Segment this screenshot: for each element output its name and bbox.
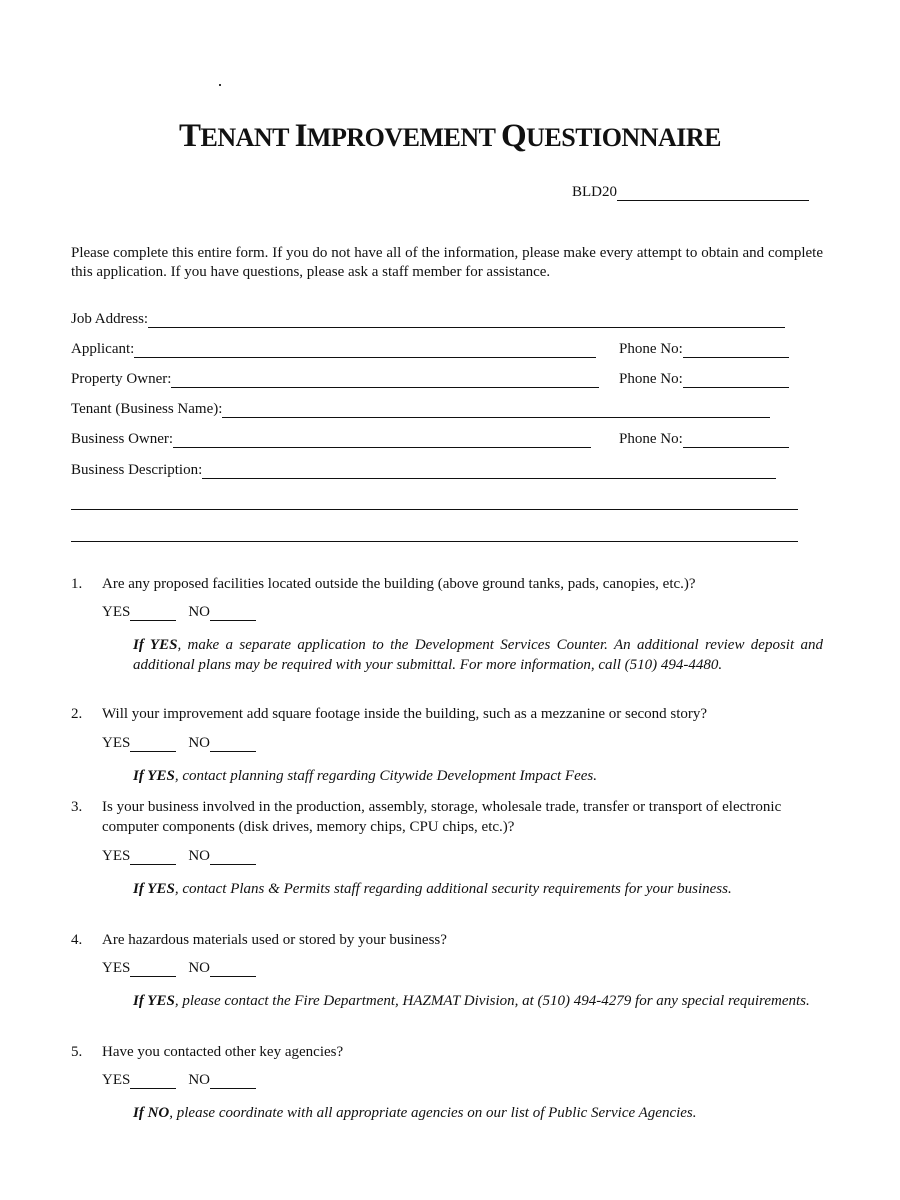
job-address-field[interactable]: Job Address: (71, 311, 785, 328)
q4-no-blank[interactable] (210, 961, 256, 977)
q1-note: If YES, make a separate application to the Development Services Counter. An additional review deposit and additional plans may be required with your submittal. For more information, call (510) 494-4480. (133, 637, 823, 673)
q4-note: If YES, please contact the Fire Department, HAZMAT Division, at (510) 494-4279 for any special requirements. (133, 993, 810, 1009)
q2-answer[interactable]: YES NO (102, 735, 268, 752)
q3-note: If YES, contact Plans & Permits staff regarding additional security requirements for your business. (133, 881, 732, 897)
q1-yes-blank[interactable] (130, 605, 176, 621)
applicant-phone-blank[interactable] (683, 342, 789, 358)
business-description-blank[interactable] (202, 463, 776, 479)
q1-answer[interactable]: YES NO (102, 604, 268, 621)
business-owner-field[interactable]: Business Owner: (71, 431, 591, 448)
q5-no-blank[interactable] (210, 1073, 256, 1089)
business-description-line-2[interactable] (71, 494, 798, 510)
applicant-phone-field[interactable]: Phone No: (619, 341, 789, 358)
applicant-field[interactable]: Applicant: (71, 341, 596, 358)
q2-yes-blank[interactable] (130, 736, 176, 752)
q2-note: If YES, contact planning staff regarding Citywide Development Impact Fees. (133, 768, 597, 784)
property-owner-blank[interactable] (171, 372, 599, 388)
q3-answer[interactable]: YES NO (102, 848, 268, 865)
property-owner-field[interactable]: Property Owner: (71, 371, 599, 388)
question-4: 4. Are hazardous materials used or stored by your business? (71, 932, 447, 948)
q1-no-blank[interactable] (210, 605, 256, 621)
q3-yes-blank[interactable] (130, 849, 176, 865)
business-owner-blank[interactable] (173, 432, 591, 448)
stray-mark (219, 84, 221, 86)
q4-answer[interactable]: YES NO (102, 960, 268, 977)
q2-no-blank[interactable] (210, 736, 256, 752)
bld-number-field[interactable] (572, 184, 809, 201)
applicant-blank[interactable] (134, 342, 596, 358)
q5-yes-blank[interactable] (130, 1073, 176, 1089)
bld-label: BLD20 (572, 184, 617, 200)
q3-no-blank[interactable] (210, 849, 256, 865)
business-description-line-3[interactable] (71, 526, 798, 542)
question-1: 1. Are any proposed facilities located outside the building (above ground tanks, pads, canopies, etc.)? (71, 576, 696, 592)
question-5: 5. Have you contacted other key agencies? (71, 1044, 344, 1060)
owner-phone-field[interactable]: Phone No: (619, 371, 789, 388)
question-2: 2. Will your improvement add square footage inside the building, such as a mezzanine or second story? (71, 706, 708, 722)
q4-yes-blank[interactable] (130, 961, 176, 977)
tenant-blank[interactable] (222, 402, 770, 418)
question-3: 3. Is your business involved in the production, assembly, storage, wholesale trade, transfer or transport of electronic computer components (disk drives, memory chips, CPU chips, etc.)? (71, 799, 782, 835)
page-title: TENANT IMPROVEMENT QUESTIONNAIRE (179, 118, 721, 154)
tenant-field[interactable]: Tenant (Business Name): (71, 401, 770, 418)
owner-phone-blank[interactable] (683, 372, 789, 388)
intro-text: Please complete this entire form. If you do not have all of the information, please make every attempt to obtain and complete this application. If you have questions, please ask a staff member for assistance. (71, 245, 823, 280)
business-phone-field[interactable]: Phone No: (619, 431, 789, 448)
business-description-field[interactable]: Business Description: (71, 462, 776, 479)
q5-note: If NO, please coordinate with all appropriate agencies on our list of Public Service Agencies. (133, 1105, 697, 1121)
bld-blank[interactable] (617, 184, 809, 201)
q5-answer[interactable]: YES NO (102, 1072, 268, 1089)
business-phone-blank[interactable] (683, 432, 789, 448)
job-address-blank[interactable] (148, 312, 785, 328)
